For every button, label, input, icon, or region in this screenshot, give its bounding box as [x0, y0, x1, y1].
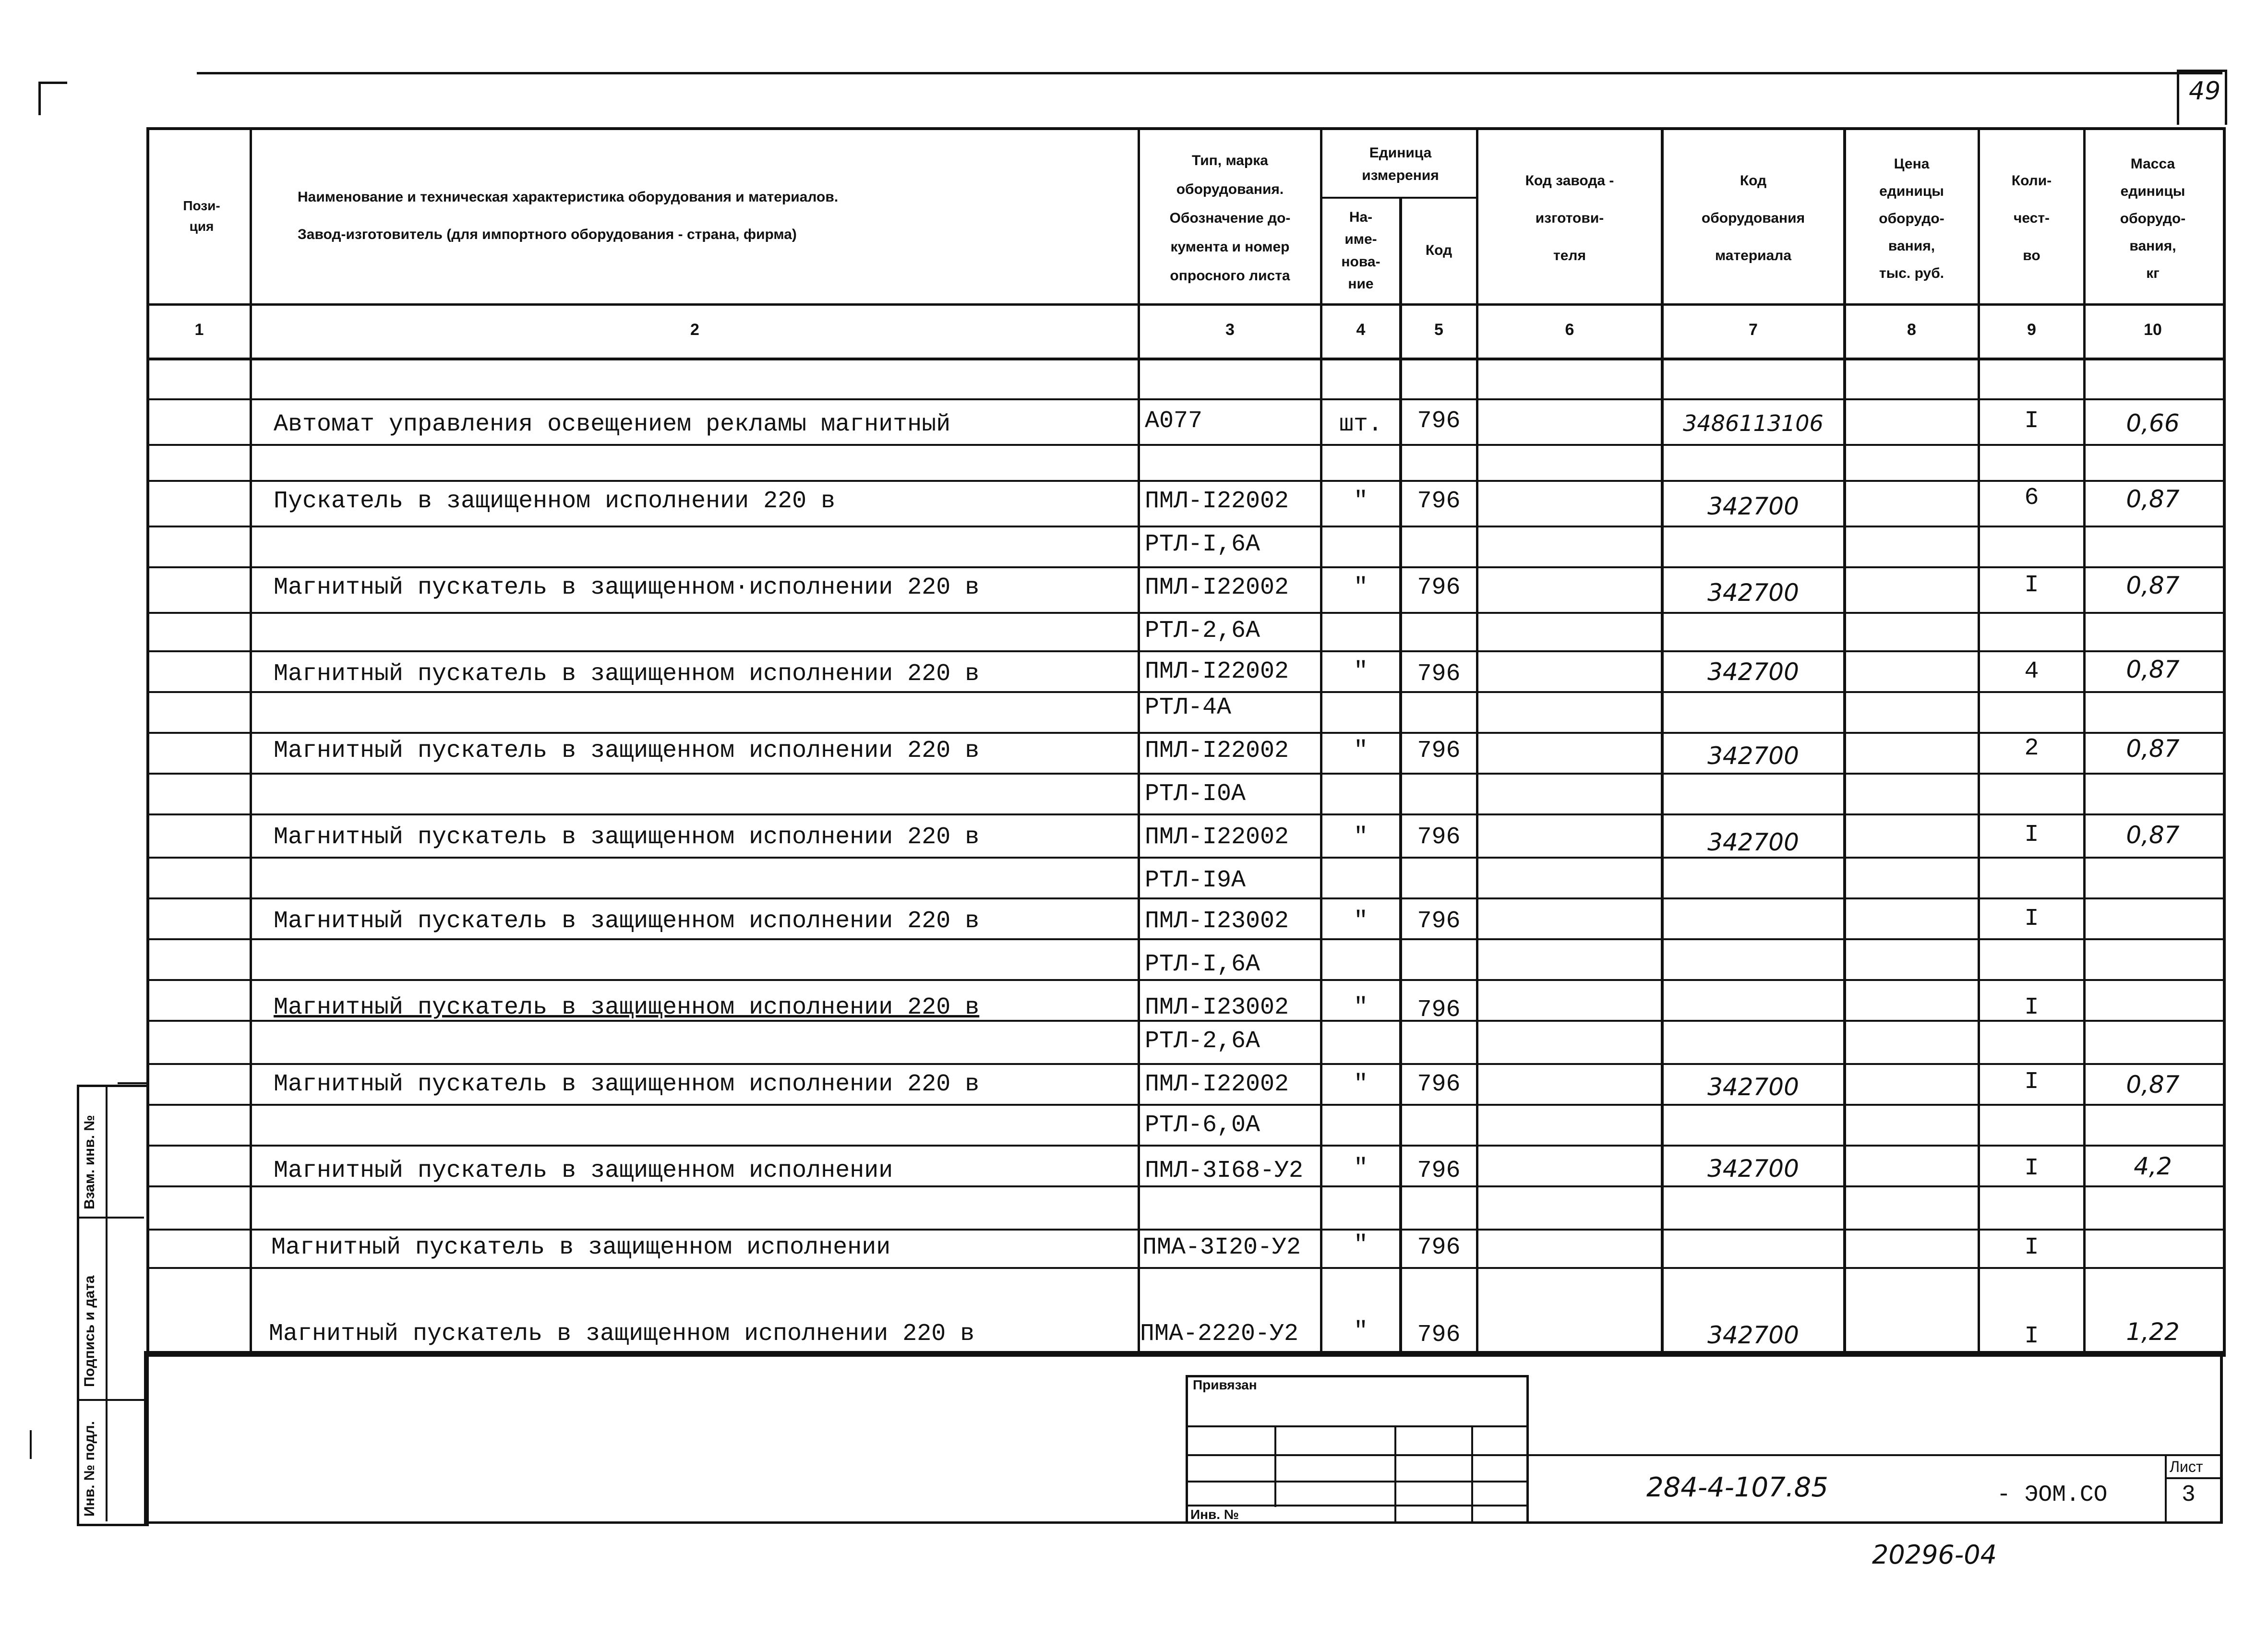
privyazan-box	[1186, 1375, 1529, 1524]
item-code: 796	[1417, 574, 1461, 601]
item-code: 796	[1417, 996, 1461, 1024]
header-col10: Масса единицы оборудо- вания, кг	[2120, 155, 2186, 281]
item-quantity: 6	[2024, 484, 2039, 512]
item-type: ПМЛ-I22002	[1145, 824, 1289, 851]
privyazan-grid	[1186, 1454, 1526, 1456]
row-divider	[146, 566, 2223, 568]
header-col4: На- име- нова- ние	[1341, 209, 1380, 292]
item-equipment-code: 342700	[1707, 1321, 1799, 1349]
margin-mark	[118, 1082, 146, 1084]
item-code: 796	[1417, 1321, 1461, 1349]
privyazan-grid	[1186, 1505, 1526, 1506]
item-code: 796	[1417, 1071, 1461, 1098]
col-number: 9	[2027, 321, 2036, 339]
table-bottom	[146, 1351, 2223, 1354]
side-stamp-inv-podl: Инв. № подл.	[82, 1421, 97, 1517]
item-type: ПМЛ-I23002	[1145, 994, 1289, 1021]
item-mass: 1,22	[2126, 1318, 2180, 1346]
inv-no-label: Инв. №	[1190, 1507, 1239, 1522]
item-code: 796	[1417, 908, 1461, 935]
item-type: ПМЛ-3I68-У2	[1145, 1157, 1304, 1184]
item-mass: 0,87	[2126, 485, 2180, 513]
item-quantity: 2	[2024, 735, 2039, 762]
item-name: Магнитный пускатель в защищенном исполнении	[274, 1157, 893, 1184]
item-code: 796	[1417, 1234, 1461, 1261]
side-stamp-vzam: Взам. инв. №	[82, 1115, 97, 1209]
header-col7: Код оборудования материала	[1701, 173, 1805, 263]
row-divider	[146, 979, 2223, 981]
header-col2: Наименование и техническая характеристика оборудования и материалов. Завод-изготовитель (для импортного оборудования - страна, фирма)	[298, 189, 839, 242]
item-unit: "	[1353, 824, 1368, 851]
item-name: Магнитный пускатель в защищенном исполнении 220 в	[274, 1071, 980, 1098]
item-unit: "	[1353, 908, 1368, 935]
row-divider	[146, 857, 2223, 859]
item-name: Автомат управления освещением рекламы магнитный	[274, 411, 951, 438]
item-subtype: РТЛ-I0А	[1145, 780, 1246, 808]
item-quantity: I	[2024, 905, 2039, 933]
side-stamp-divider	[77, 1399, 144, 1401]
privyazan-label: Привязан	[1193, 1377, 1257, 1392]
col-number: 5	[1434, 321, 1443, 339]
item-type: ПМА-3I20-У2	[1142, 1234, 1301, 1261]
page-number: 49	[2189, 77, 2221, 106]
col-divider	[1476, 127, 1478, 1351]
item-unit: "	[1353, 994, 1368, 1021]
item-code: 796	[1417, 407, 1461, 435]
item-quantity: I	[2024, 1155, 2039, 1182]
side-stamp-divider	[106, 1085, 108, 1521]
item-quantity: I	[2024, 1323, 2039, 1350]
sheet-number: 3	[2182, 1482, 2196, 1508]
item-subtype: РТЛ-I,6А	[1145, 531, 1260, 558]
privyazan-grid	[1186, 1425, 1526, 1427]
item-type: ПМЛ-I22002	[1145, 1071, 1289, 1098]
stamp-bottom-line	[146, 1521, 2223, 1524]
privyazan-grid	[1394, 1425, 1396, 1521]
item-equipment-code: 342700	[1707, 579, 1799, 607]
doc-suffix: - ЭОМ.СО	[1997, 1482, 2108, 1508]
col-number: 6	[1565, 321, 1574, 339]
col-divider	[1843, 127, 1846, 1351]
item-type: ПМЛ-I22002	[1145, 488, 1289, 515]
item-mass: 0,87	[2126, 656, 2180, 683]
item-equipment-code: 342700	[1707, 742, 1799, 770]
row-divider	[146, 612, 2223, 614]
bottom-number: 20296-04	[1872, 1540, 1997, 1570]
row-divider	[146, 1185, 2223, 1187]
item-subtype: РТЛ-6,0А	[1145, 1112, 1260, 1139]
item-subtype: РТЛ-I,6А	[1145, 951, 1260, 978]
row-divider	[146, 444, 2223, 446]
item-code: 796	[1417, 660, 1461, 688]
item-quantity: I	[2024, 407, 2039, 435]
item-unit: шт.	[1339, 411, 1382, 438]
col-number: 1	[194, 321, 204, 339]
row-divider	[146, 480, 2223, 482]
item-mass: 0,87	[2126, 735, 2180, 763]
item-name: Магнитный пускатель в защищенном исполнении 220 в	[274, 908, 980, 935]
row-divider	[146, 732, 2223, 734]
item-equipment-code: 342700	[1707, 1073, 1799, 1101]
number-row-divider	[146, 358, 2223, 360]
item-equipment-code: 3486113106	[1683, 410, 1824, 436]
item-code: 796	[1417, 737, 1461, 765]
item-name: Магнитный пускатель в защищенном исполнении 220 в	[274, 660, 980, 688]
item-type: ПМЛ-I22002	[1145, 574, 1289, 601]
item-mass: 0,87	[2126, 572, 2180, 599]
row-divider	[146, 1104, 2223, 1106]
item-mass: 0,87	[2126, 1071, 2180, 1099]
corner-mark	[38, 82, 67, 84]
item-name: Пускатель в защищенном исполнении 220 в	[274, 488, 836, 515]
item-subtype: РТЛ-I9А	[1145, 867, 1246, 894]
item-type: ПМЛ-I22002	[1145, 658, 1289, 685]
item-unit: "	[1353, 1318, 1368, 1345]
col-number: 10	[2144, 321, 2162, 339]
header-col5: Код	[1425, 242, 1452, 259]
top-rule	[197, 72, 2222, 74]
privyazan-grid	[1471, 1425, 1473, 1521]
item-code: 796	[1417, 1157, 1461, 1184]
header-col3: Тип, марка оборудования. Обозначение до- кумента и номер опросного листа	[1169, 153, 1291, 284]
item-name: Магнитный пускатель в защищенном исполнении 220 в	[274, 994, 980, 1021]
item-code: 796	[1417, 488, 1461, 515]
row-divider	[146, 1145, 2223, 1147]
doc-code: 284-4-107.85	[1646, 1472, 1828, 1503]
item-equipment-code: 342700	[1707, 658, 1799, 686]
item-code: 796	[1417, 824, 1461, 851]
item-mass: 0,87	[2126, 821, 2180, 849]
item-quantity: 4	[2024, 658, 2039, 685]
header-unit-group: Единица измерения	[1362, 145, 1439, 183]
item-name: Магнитный пускатель в защищенном исполнении 220 в	[269, 1320, 975, 1348]
item-quantity: I	[2024, 821, 2039, 849]
item-equipment-code: 342700	[1707, 828, 1799, 856]
row-divider	[146, 1267, 2223, 1269]
item-name: Магнитный пускатель в защищенном·исполнении 220 в	[274, 574, 980, 601]
privyazan-grid	[1274, 1425, 1276, 1507]
row-divider	[146, 398, 2223, 400]
row-divider	[146, 526, 2223, 527]
side-stamp-divider	[77, 1217, 144, 1219]
row-divider	[146, 691, 2223, 693]
item-quantity: I	[2024, 994, 2039, 1021]
item-subtype: РТЛ-2,6А	[1145, 617, 1260, 645]
item-mass: 4,2	[2134, 1152, 2172, 1180]
item-equipment-code: 342700	[1707, 1155, 1799, 1183]
row-divider	[146, 1063, 2223, 1065]
col-number: 2	[690, 321, 699, 339]
row-divider	[146, 773, 2223, 775]
corner-mark	[38, 82, 41, 115]
item-unit: "	[1353, 1071, 1368, 1098]
item-unit: "	[1353, 574, 1368, 601]
item-unit: "	[1353, 488, 1368, 515]
item-unit: "	[1353, 737, 1368, 765]
row-divider	[146, 813, 2223, 815]
item-name: Магнитный пускатель в защищенном исполнении	[271, 1234, 891, 1261]
row-divider	[146, 1229, 2223, 1231]
side-stamp-podpis: Подпись и дата	[82, 1275, 97, 1387]
item-equipment-code: 342700	[1707, 492, 1799, 520]
sheet-box-divider	[2165, 1477, 2222, 1479]
item-quantity: I	[2024, 1234, 2039, 1261]
item-type: А077	[1145, 407, 1203, 435]
item-mass: 0,66	[2126, 409, 2180, 437]
col-divider	[1138, 127, 1140, 1351]
unit-group-divider	[1320, 197, 1478, 199]
item-unit: "	[1353, 1155, 1368, 1182]
doc-code-top-line	[1526, 1454, 2222, 1456]
header-col6: Код завода - изготови- теля	[1525, 173, 1614, 263]
item-quantity: I	[2024, 1068, 2039, 1096]
item-unit: "	[1353, 658, 1368, 685]
row-divider	[146, 650, 2223, 652]
col-divider	[250, 127, 252, 1351]
margin-mark	[30, 1430, 32, 1459]
privyazan-grid	[1186, 1481, 1526, 1483]
sheet-box-left	[2165, 1454, 2167, 1524]
row-divider	[146, 938, 2223, 940]
stamp-left-line	[144, 1351, 146, 1524]
item-quantity: I	[2024, 572, 2039, 599]
row-divider	[146, 897, 2223, 899]
header-col8: Цена единицы оборудо- вания, тыс. руб.	[1879, 155, 1944, 281]
item-type: ПМЛ-I23002	[1145, 908, 1289, 935]
item-type: ПМА-2220-У2	[1140, 1320, 1299, 1348]
item-subtype: РТЛ-2,6А	[1145, 1028, 1260, 1055]
item-name: Магнитный пускатель в защищенном исполнении 220 в	[274, 824, 980, 851]
sheet-label: Лист	[2170, 1458, 2203, 1475]
header-divider	[146, 303, 2223, 306]
col-number: 8	[1907, 321, 1916, 339]
col-number: 7	[1749, 321, 1758, 339]
header-col1: Пози- ция	[183, 198, 220, 234]
item-name: Магнитный пускатель в защищенном исполнении 220 в	[274, 737, 980, 765]
item-subtype: РТЛ-4А	[1145, 694, 1232, 721]
item-unit: "	[1353, 1231, 1368, 1259]
header-col9: Коли- чест- во	[2011, 173, 2052, 263]
col-number: 4	[1356, 321, 1366, 339]
stamp-right-line	[2220, 1351, 2223, 1524]
item-type: ПМЛ-I22002	[1145, 737, 1289, 765]
col-number: 3	[1225, 321, 1235, 339]
